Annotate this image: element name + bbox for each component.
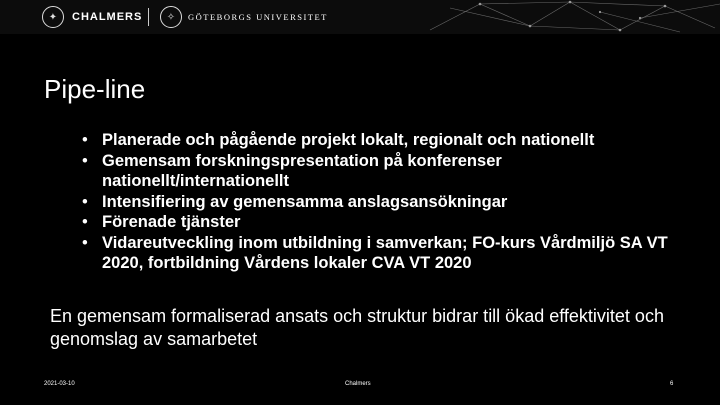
bullet-marker: •	[82, 192, 88, 211]
bullet-marker: •	[82, 233, 88, 252]
slide-title: Pipe-line	[44, 74, 146, 104]
chalmers-seal-icon: ✦	[42, 6, 64, 28]
footer-date: 2021-03-10	[44, 381, 75, 387]
list-item	[82, 130, 682, 151]
bullet-text: Vidareutveckling inom utbildning i samverkan; FO-kurs Vårdmiljö SA VT 2020, fortbildning Vårdens lokaler CVA VT 2020	[102, 233, 668, 272]
slide-header	[0, 0, 720, 34]
footer-organization: Chalmers	[345, 381, 371, 387]
gu-logo	[160, 5, 328, 29]
gu-brand: GÖTEBORGS UNIVERSITET	[188, 12, 328, 22]
bullet-text: Planerade och pågående projekt lokalt, regionalt och nationellt	[102, 131, 595, 149]
bullet-text: Intensifiering av gemensamma anslagsansökningar	[102, 192, 508, 211]
summary-text: En gemensam formaliserad ansats och struktur bidrar till ökad effektivitet och genomslag av samarbetet	[50, 306, 664, 349]
bullet-text: Gemensam forskningspresentation på konferenser nationellt/internationellt	[102, 151, 502, 190]
network-decoration	[420, 0, 720, 34]
bullet-list	[82, 130, 682, 274]
page-number: 6	[670, 381, 674, 387]
list-item	[82, 192, 682, 213]
list-item	[82, 233, 682, 274]
bullet-text: Förenade tjänster	[102, 213, 241, 231]
gu-seal-icon: ✧	[160, 6, 182, 28]
chalmers-brand: CHALMERS	[72, 11, 143, 23]
bullet-marker: •	[82, 213, 88, 231]
chalmers-logo	[42, 5, 142, 29]
list-item	[82, 212, 682, 233]
bullet-marker: •	[82, 131, 88, 149]
bullet-marker: •	[82, 151, 88, 170]
list-item	[82, 151, 682, 192]
logo-divider	[148, 8, 149, 26]
